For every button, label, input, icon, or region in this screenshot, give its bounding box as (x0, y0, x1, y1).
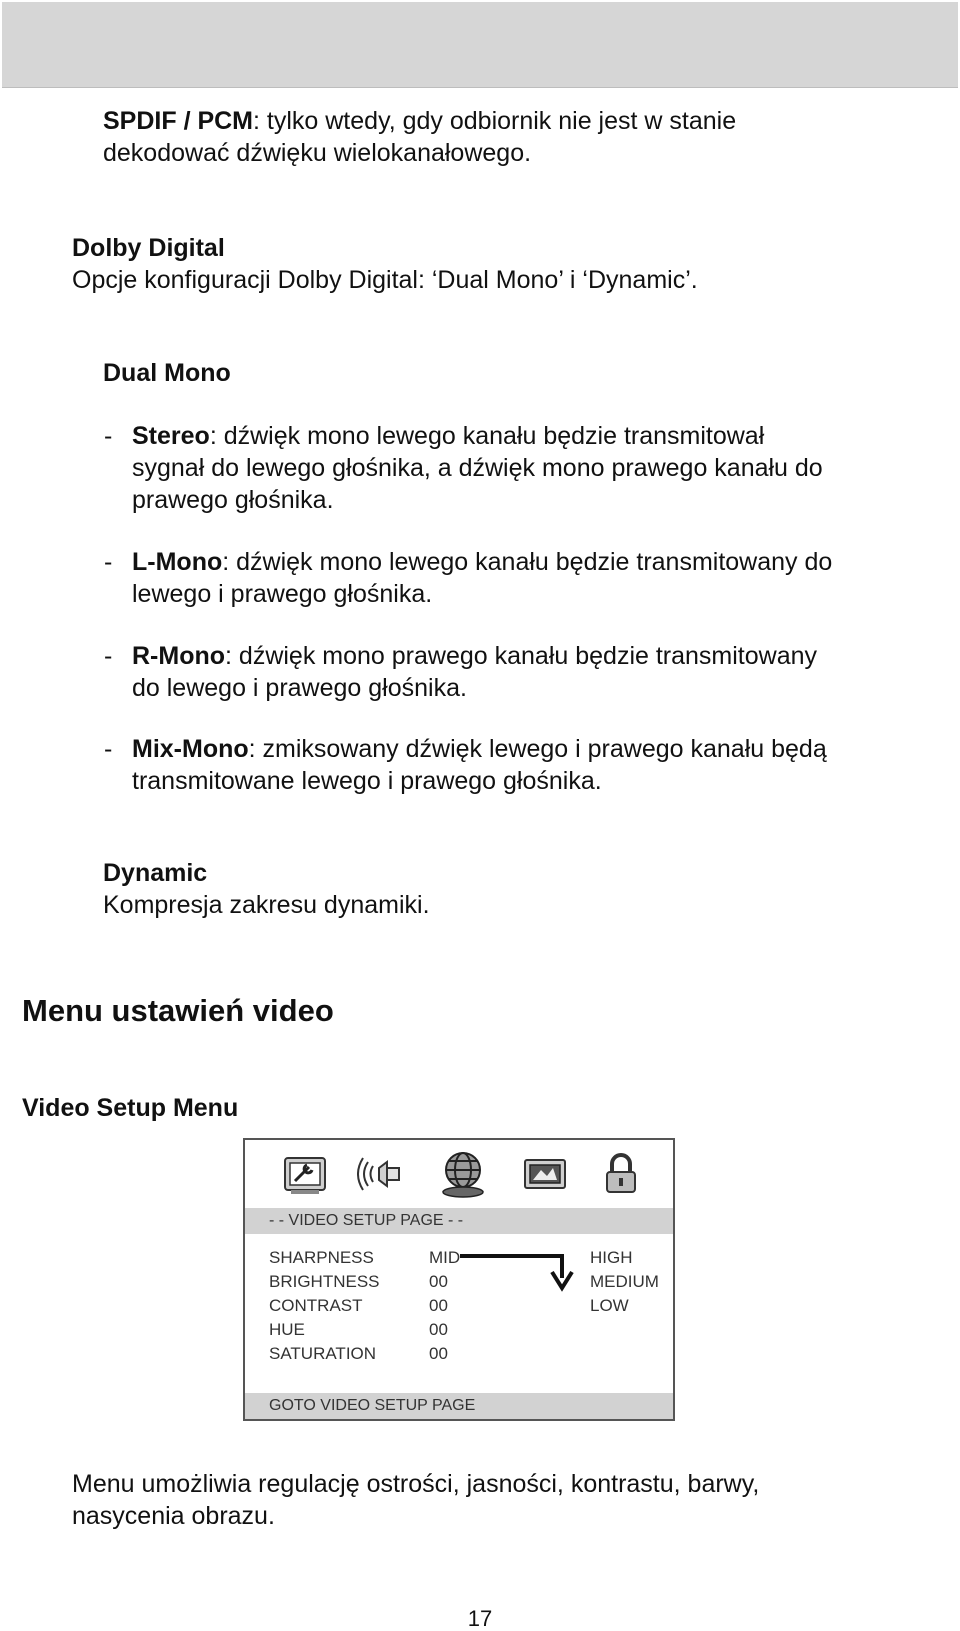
menu-label-contrast[interactable]: CONTRAST (269, 1296, 363, 1315)
lock-icon[interactable] (595, 1148, 647, 1200)
stereo-line1: : dźwięk mono lewego kanału będzie transmitował (209, 422, 765, 450)
summary-line1: Menu umożliwia regulację ostrości, jasności, kontrastu, barwy, (72, 1470, 760, 1498)
dynamic-text: Kompresja zakresu dynamiki. (103, 891, 430, 919)
list-item-mix-mono (132, 733, 932, 797)
globe-icon[interactable] (437, 1148, 489, 1200)
dynamic-paragraph (103, 857, 430, 921)
menu-value-sharpness[interactable]: MID (429, 1248, 461, 1267)
r-mono-line2: do lewego i prawego głośnika. (132, 674, 467, 702)
dolby-text: Opcje konfiguracji Dolby Digital: ‘Dual Mono’ i ‘Dynamic’. (72, 266, 698, 294)
l-mono-line2: lewego i prawego głośnika. (132, 580, 433, 608)
menu-label-saturation[interactable]: SATURATION (269, 1344, 377, 1363)
dolby-paragraph (72, 232, 698, 296)
r-mono-term: R-Mono (132, 642, 226, 670)
spdif-paragraph (103, 105, 736, 169)
speaker-sound-icon[interactable] (357, 1148, 409, 1200)
list-dash: - (104, 422, 113, 450)
menu-option-high[interactable]: HIGH (590, 1248, 633, 1267)
mix-mono-term: Mix-Mono (132, 735, 249, 763)
list-item-r-mono (132, 640, 932, 704)
menu-value-hue[interactable]: 00 (429, 1320, 448, 1339)
list-dash: - (104, 735, 113, 763)
section-title: Menu ustawień video (22, 993, 334, 1028)
list-item-stereo (132, 420, 932, 516)
dual-mono-heading: Dual Mono (103, 359, 231, 387)
spdif-text-line1: : tylko wtedy, gdy odbiornik nie jest w stanie (253, 107, 737, 135)
summary-paragraph (72, 1468, 759, 1532)
menu-value-brightness[interactable]: 00 (429, 1272, 448, 1291)
list-item-l-mono (132, 546, 932, 610)
dynamic-heading: Dynamic (103, 859, 208, 887)
spdif-text-line2: dekodować dźwięku wielokanałowego. (103, 139, 532, 167)
list-dash: - (104, 642, 113, 670)
mix-mono-line2: transmitowane lewego i prawego głośnika. (132, 767, 602, 795)
menu-label-hue[interactable]: HUE (269, 1320, 305, 1339)
stereo-term: Stereo (132, 422, 210, 450)
page-number: 17 (467, 1606, 493, 1631)
screen-icon[interactable] (519, 1148, 571, 1200)
menu-page-bar (245, 1208, 673, 1234)
menu-option-medium[interactable]: MEDIUM (590, 1272, 659, 1291)
l-mono-term: L-Mono (132, 548, 223, 576)
menu-icon-bar (245, 1140, 673, 1209)
l-mono-line1: : dźwięk mono lewego kanału będzie transmitowany do (222, 548, 833, 576)
menu-label-sharpness[interactable]: SHARPNESS (269, 1248, 374, 1267)
menu-option-low[interactable]: LOW (590, 1296, 629, 1315)
dolby-heading: Dolby Digital (72, 234, 225, 262)
menu-footer[interactable] (245, 1393, 673, 1419)
menu-page-title: - - VIDEO SETUP PAGE - - (269, 1212, 464, 1229)
mix-mono-line1: : zmiksowany dźwięk lewego i prawego kanału będą (248, 735, 827, 763)
r-mono-line1: : dźwięk mono prawego kanału będzie transmitowany (225, 642, 818, 670)
menu-footer-text: GOTO VIDEO SETUP PAGE (269, 1397, 476, 1414)
menu-value-contrast[interactable]: 00 (429, 1296, 448, 1315)
menu-label-brightness[interactable]: BRIGHTNESS (269, 1272, 380, 1291)
stereo-line3: prawego głośnika. (132, 486, 334, 514)
list-dash: - (104, 548, 113, 576)
wrench-tv-icon[interactable] (279, 1148, 331, 1200)
selection-arrow-icon (460, 1244, 585, 1294)
menu-value-saturation[interactable]: 00 (429, 1344, 448, 1363)
header-band (2, 2, 958, 88)
summary-line2: nasycenia obrazu. (72, 1502, 275, 1530)
spdif-term: SPDIF / PCM (103, 107, 254, 135)
subsection-title: Video Setup Menu (22, 1094, 239, 1122)
stereo-line2: sygnał do lewego głośnika, a dźwięk mono prawego kanału do (132, 454, 823, 482)
video-setup-menu (243, 1138, 675, 1421)
